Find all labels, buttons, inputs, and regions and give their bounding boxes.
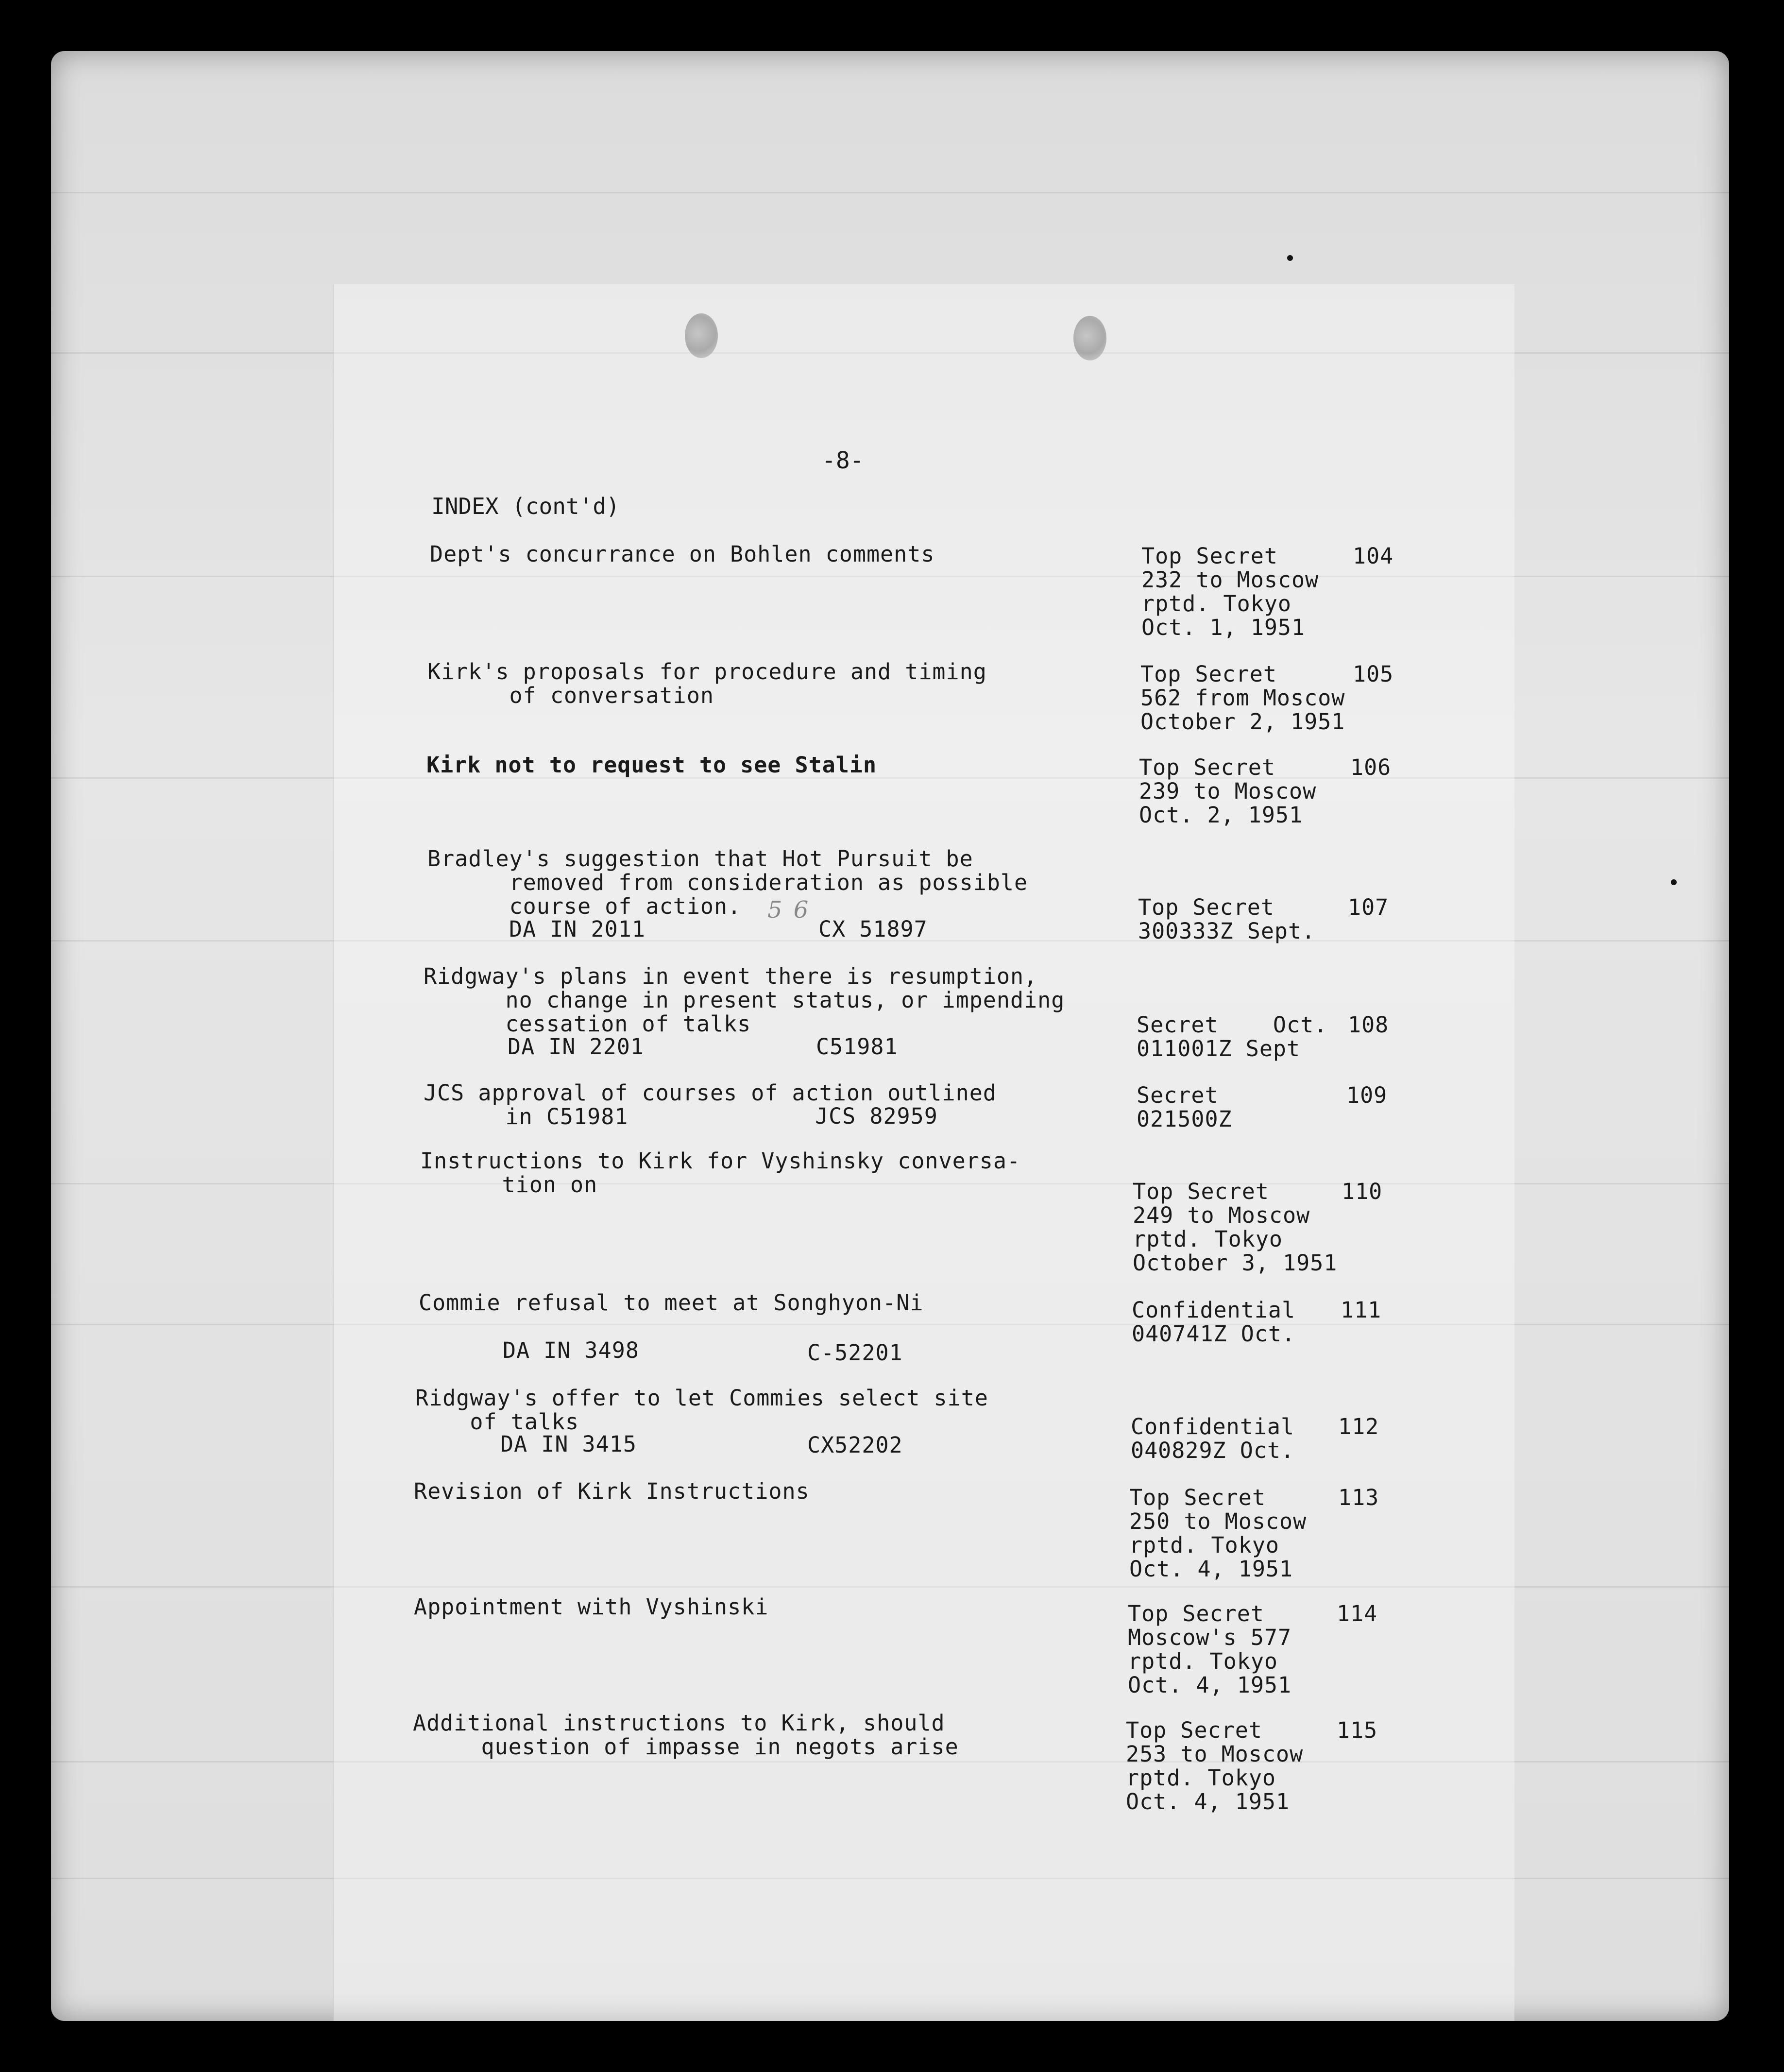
entry-classification: Top Secret Moscow's 577 rptd. Tokyo Oct. 4, 1951 xyxy=(1128,1601,1292,1698)
entry-reference: DA IN 2201 xyxy=(508,1034,644,1060)
entry-reference-2: C51981 xyxy=(816,1034,898,1060)
page-number: -8- xyxy=(822,447,864,474)
entry-reference: DA IN 3415 xyxy=(500,1431,637,1457)
entry-description: Dept's concurrance on Bohlen comments xyxy=(430,541,935,567)
entry-description: Kirk not to request to see Stalin xyxy=(426,752,877,778)
entry-description: Additional instructions to Kirk, should question of impasse in negots arise xyxy=(413,1710,959,1760)
entry-reference-2: CX 51897 xyxy=(818,916,928,942)
entry-classification: Top Secret 232 to Moscow rptd. Tokyo Oct. 1, 1951 xyxy=(1141,543,1319,640)
entry-number: 114 xyxy=(1337,1601,1378,1627)
entry-number: 115 xyxy=(1337,1717,1378,1743)
entry-description: Ridgway's offer to let Commies select site of talks xyxy=(415,1385,988,1435)
entry-description: JCS approval of courses of action outlined in C51981 xyxy=(424,1080,997,1130)
ink-speck xyxy=(1671,879,1677,885)
entry-description: Appointment with Vyshinski xyxy=(414,1594,769,1620)
entry-classification: Confidential 040829Z Oct. xyxy=(1131,1414,1295,1463)
entry-reference-2: CX52202 xyxy=(807,1432,903,1458)
entry-reference-2: JCS 82959 xyxy=(815,1103,938,1129)
entry-description: Ridgway's plans in event there is resumption, no change in present status, or impending cessation of talks xyxy=(424,963,1065,1037)
entry-classification: Top Secret 300333Z Sept. xyxy=(1138,894,1316,944)
entry-classification: Top Secret 250 to Moscow rptd. Tokyo Oct. 4, 1951 xyxy=(1129,1485,1307,1582)
entry-classification: Top Secret 253 to Moscow rptd. Tokyo Oct. 4, 1951 xyxy=(1126,1717,1304,1815)
entry-reference: DA IN 3498 xyxy=(503,1337,639,1363)
entry-number: 111 xyxy=(1341,1297,1382,1323)
entry-description: Commie refusal to meet at Songhyon-Ni xyxy=(419,1290,924,1316)
entry-number: 104 xyxy=(1353,543,1394,569)
entry-number: 106 xyxy=(1350,754,1392,780)
entry-description: Instructions to Kirk for Vyshinsky conversa- tion on xyxy=(420,1148,1021,1198)
entry-classification: Secret 021500Z xyxy=(1137,1082,1232,1132)
entry-description: Kirk's proposals for procedure and timing of conversation xyxy=(427,659,987,708)
entry-classification: Secret Oct. 011001Z Sept xyxy=(1137,1012,1328,1062)
handwritten-note: 5 6 xyxy=(767,896,811,924)
entry-classification: Top Secret 562 from Moscow October 2, 1951 xyxy=(1140,661,1345,735)
ink-speck xyxy=(1287,255,1293,261)
entry-number: 108 xyxy=(1348,1012,1389,1038)
entry-number: 105 xyxy=(1353,661,1394,687)
entry-number: 113 xyxy=(1338,1485,1379,1510)
entry-classification: Top Secret 249 to Moscow rptd. Tokyo October 3, 1951 xyxy=(1133,1179,1338,1276)
entry-number: 110 xyxy=(1342,1179,1383,1204)
entry-reference: DA IN 2011 xyxy=(509,916,646,942)
index-title: INDEX (cont'd) xyxy=(431,493,620,519)
punch-hole-right xyxy=(1073,316,1106,360)
entry-number: 112 xyxy=(1338,1414,1379,1439)
entry-description: Bradley's suggestion that Hot Pursuit be removed from consideration as possible course of action. xyxy=(427,846,1028,919)
entry-description: Revision of Kirk Instructions xyxy=(414,1478,810,1504)
entry-classification: Confidential 040741Z Oct. xyxy=(1132,1297,1296,1347)
entry-number: 107 xyxy=(1348,894,1389,920)
entry-number: 109 xyxy=(1346,1082,1388,1108)
entry-classification: Top Secret 239 to Moscow Oct. 2, 1951 xyxy=(1139,754,1317,828)
entry-reference-2: C-52201 xyxy=(807,1340,903,1366)
punch-hole-left xyxy=(685,313,718,358)
